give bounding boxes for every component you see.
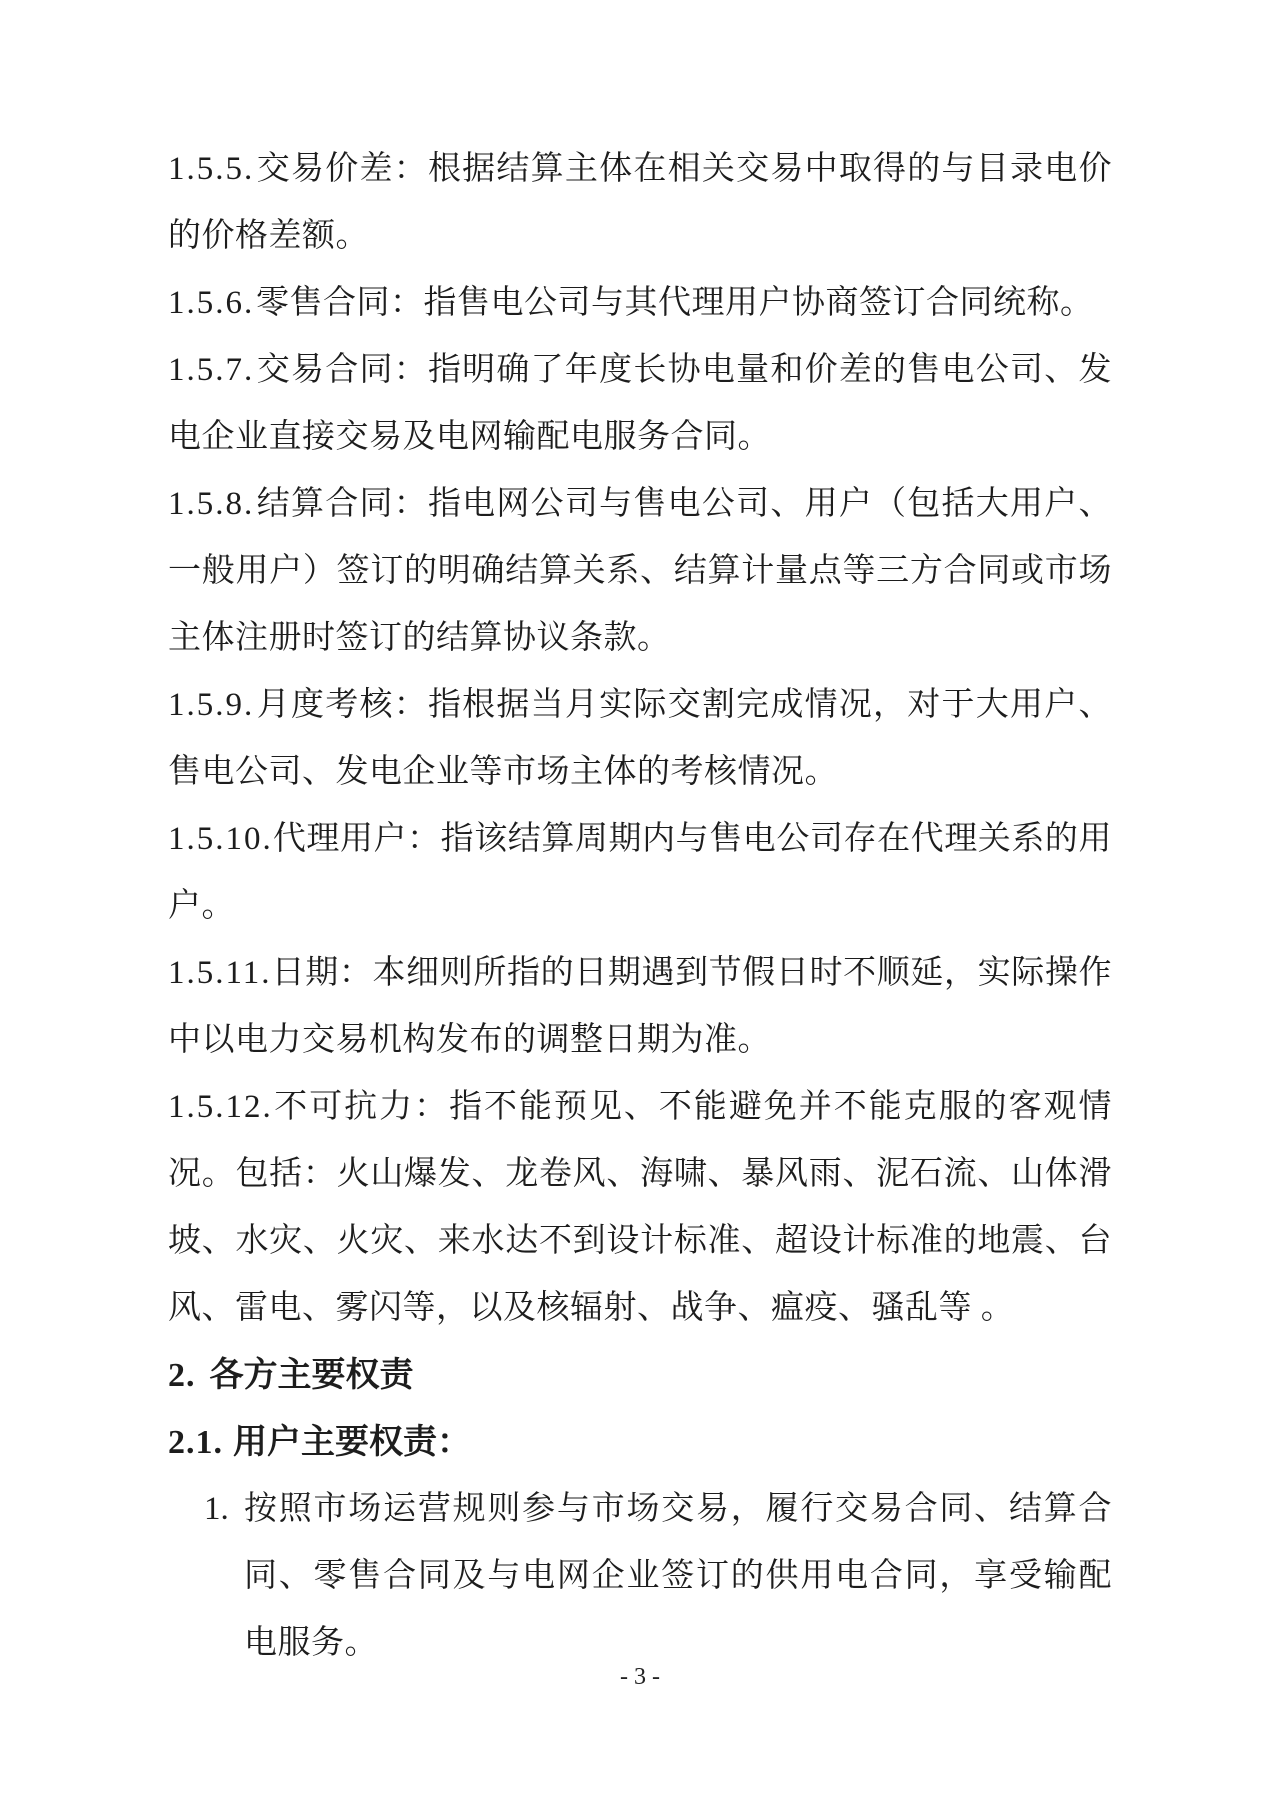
page-number: - 3 - <box>620 1664 660 1690</box>
subsection-heading <box>168 1409 1112 1476</box>
clause-number: 1.5.11. <box>168 955 272 991</box>
clause <box>168 672 1112 806</box>
clause <box>168 471 1112 672</box>
clause-text: 交易合同：指明确了年度长协电量和价差的售电公司、发电企业直接交易及电网输配电服务合同。 <box>168 352 1112 455</box>
clause-text: 不可抗力：指不能预见、不能避免并不能克服的客观情况。包括：火山爆发、龙卷风、海啸、暴风雨、泥石流、山体滑坡、水灾、火灾、来水达不到设计标准、超设计标准的地震、台风、雷电、雾闪等，以及核辐射、战争、瘟疫、骚乱等 。 <box>168 1089 1112 1326</box>
clause <box>168 940 1112 1074</box>
section-heading <box>168 1342 1112 1409</box>
clause-text: 代理用户：指该结算周期内与售电公司存在代理关系的用户。 <box>168 821 1112 924</box>
clause-number: 1.5.6. <box>168 285 255 321</box>
clause-text: 月度考核：指根据当月实际交割完成情况，对于大用户、售电公司、发电企业等市场主体的考核情况。 <box>168 687 1112 790</box>
clause-text: 交易价差：根据结算主体在相关交易中取得的与目录电价的价格差额。 <box>168 151 1112 254</box>
clause <box>168 136 1112 270</box>
section-heading-text: 各方主要权责 <box>209 1357 414 1394</box>
clause-number: 1.5.10. <box>168 821 273 857</box>
clause <box>168 337 1112 471</box>
section-heading-number: 2. <box>168 1357 196 1394</box>
subsection-heading-text: 用户主要权责： <box>233 1424 471 1461</box>
clause-number: 1.5.5. <box>168 151 255 187</box>
clause <box>168 1074 1112 1342</box>
clause-text: 日期：本细则所指的日期遇到节假日时不顺延，实际操作中以电力交易机构发布的调整日期为准。 <box>168 955 1112 1058</box>
clause-text: 结算合同：指电网公司与售电公司、用户（包括大用户、一般用户）签订的明确结算关系、结算计量点等三方合同或市场主体注册时签订的结算协议条款。 <box>168 486 1112 656</box>
list-item-text: 按照市场运营规则参与市场交易，履行交易合同、结算合同、零售合同及与电网企业签订的供用电合同，享受输配电服务。 <box>244 1491 1112 1661</box>
clause-number: 1.5.12. <box>168 1089 273 1125</box>
subsection-heading-number: 2.1. <box>168 1424 223 1461</box>
list-item <box>204 1476 1112 1677</box>
clause <box>168 806 1112 940</box>
clause-number: 1.5.7. <box>168 352 255 388</box>
document-body <box>168 136 1112 1677</box>
clause <box>168 270 1112 337</box>
clause-number: 1.5.9. <box>168 687 255 723</box>
list-item-number: 1. <box>204 1491 229 1527</box>
clause-text: 零售合同：指售电公司与其代理用户协商签订合同统称。 <box>256 285 1094 321</box>
clause-number: 1.5.8. <box>168 486 255 522</box>
